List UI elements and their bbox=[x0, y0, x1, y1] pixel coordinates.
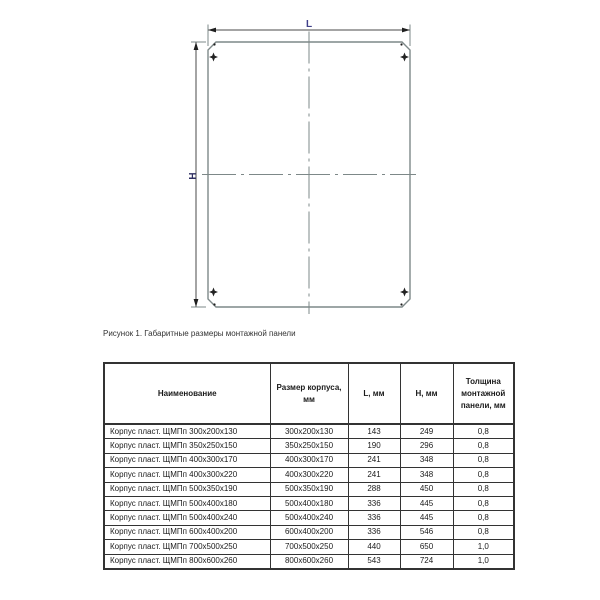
corner-dot-top-right bbox=[400, 43, 402, 45]
cell-name: Корпус пласт. ЩМПп 350x250x150 bbox=[104, 439, 270, 453]
height-dimension-label: H bbox=[188, 172, 199, 180]
table-row bbox=[104, 554, 514, 569]
cell-thickness: 0,8 bbox=[453, 439, 514, 453]
arrow-down-icon bbox=[194, 299, 199, 307]
cell-size: 500x400x240 bbox=[270, 511, 348, 525]
table-row bbox=[104, 496, 514, 510]
cell-h: 724 bbox=[400, 554, 453, 569]
cell-thickness: 0,8 bbox=[453, 482, 514, 496]
col-header-size: Размер корпуса, мм bbox=[270, 363, 348, 424]
cell-h: 296 bbox=[400, 439, 453, 453]
cell-l: 143 bbox=[348, 424, 400, 439]
col-header-name: Наименование bbox=[104, 363, 270, 424]
cell-size: 500x400x180 bbox=[270, 496, 348, 510]
col-header-l: L, мм bbox=[348, 363, 400, 424]
col-header-thickness: Толщина монтажной панели, мм bbox=[453, 363, 514, 424]
cell-l: 336 bbox=[348, 496, 400, 510]
table-row bbox=[104, 468, 514, 482]
corner-dot-top-left bbox=[213, 43, 215, 45]
cell-size: 300x200x130 bbox=[270, 424, 348, 439]
cell-size: 700x500x250 bbox=[270, 540, 348, 554]
cell-name: Корпус пласт. ЩМПп 300x200x130 bbox=[104, 424, 270, 439]
cell-size: 400x300x170 bbox=[270, 453, 348, 467]
cell-h: 450 bbox=[400, 482, 453, 496]
cell-h: 650 bbox=[400, 540, 453, 554]
arrow-up-icon bbox=[194, 42, 199, 50]
spec-table bbox=[103, 362, 515, 570]
mounting-hole-top-left-icon bbox=[209, 53, 218, 62]
cell-h: 546 bbox=[400, 525, 453, 539]
table-header-row bbox=[104, 363, 514, 424]
table-row bbox=[104, 482, 514, 496]
cell-h: 348 bbox=[400, 468, 453, 482]
cell-thickness: 1,0 bbox=[453, 554, 514, 569]
cell-h: 348 bbox=[400, 453, 453, 467]
table-row bbox=[104, 424, 514, 439]
corner-dot-bottom-right bbox=[400, 303, 402, 305]
cell-name: Корпус пласт. ЩМПп 500x400x180 bbox=[104, 496, 270, 510]
table-row bbox=[104, 540, 514, 554]
width-dimension-label: L bbox=[305, 19, 313, 30]
cell-name: Корпус пласт. ЩМПп 700x500x250 bbox=[104, 540, 270, 554]
corner-dot-bottom-left bbox=[213, 303, 215, 305]
cell-name: Корпус пласт. ЩМПп 500x350x190 bbox=[104, 482, 270, 496]
cell-thickness: 0,8 bbox=[453, 525, 514, 539]
cell-thickness: 0,8 bbox=[453, 468, 514, 482]
cell-l: 288 bbox=[348, 482, 400, 496]
cell-l: 440 bbox=[348, 540, 400, 554]
table-row bbox=[104, 453, 514, 467]
cell-h: 445 bbox=[400, 496, 453, 510]
mounting-hole-bottom-right-icon bbox=[400, 288, 409, 297]
col-header-h: Н, мм bbox=[400, 363, 453, 424]
cell-size: 500x350x190 bbox=[270, 482, 348, 496]
cell-l: 336 bbox=[348, 525, 400, 539]
arrow-right-icon bbox=[402, 28, 410, 33]
cell-size: 800x600x260 bbox=[270, 554, 348, 569]
cell-size: 350x250x150 bbox=[270, 439, 348, 453]
table-row bbox=[104, 511, 514, 525]
cell-l: 190 bbox=[348, 439, 400, 453]
cell-name: Корпус пласт. ЩМПп 400x300x170 bbox=[104, 453, 270, 467]
cell-size: 400x300x220 bbox=[270, 468, 348, 482]
cell-l: 543 bbox=[348, 554, 400, 569]
cell-l: 336 bbox=[348, 511, 400, 525]
cell-thickness: 0,8 bbox=[453, 511, 514, 525]
mounting-hole-top-right-icon bbox=[400, 53, 409, 62]
cell-thickness: 0,8 bbox=[453, 453, 514, 467]
cell-l: 241 bbox=[348, 453, 400, 467]
cell-thickness: 0,8 bbox=[453, 496, 514, 510]
cell-l: 241 bbox=[348, 468, 400, 482]
mounting-hole-bottom-left-icon bbox=[209, 288, 218, 297]
cell-name: Корпус пласт. ЩМПп 800x600x260 bbox=[104, 554, 270, 569]
figure-caption: Рисунок 1. Габаритные размеры монтажной панели bbox=[103, 329, 296, 338]
cell-name: Корпус пласт. ЩМПп 500x400x240 bbox=[104, 511, 270, 525]
cell-h: 249 bbox=[400, 424, 453, 439]
cell-size: 600x400x200 bbox=[270, 525, 348, 539]
arrow-left-icon bbox=[208, 28, 216, 33]
cell-name: Корпус пласт. ЩМПп 600x400x200 bbox=[104, 525, 270, 539]
table-row bbox=[104, 525, 514, 539]
cell-h: 445 bbox=[400, 511, 453, 525]
cell-thickness: 1,0 bbox=[453, 540, 514, 554]
table-row bbox=[104, 439, 514, 453]
cell-thickness: 0,8 bbox=[453, 424, 514, 439]
cell-name: Корпус пласт. ЩМПп 400x300x220 bbox=[104, 468, 270, 482]
